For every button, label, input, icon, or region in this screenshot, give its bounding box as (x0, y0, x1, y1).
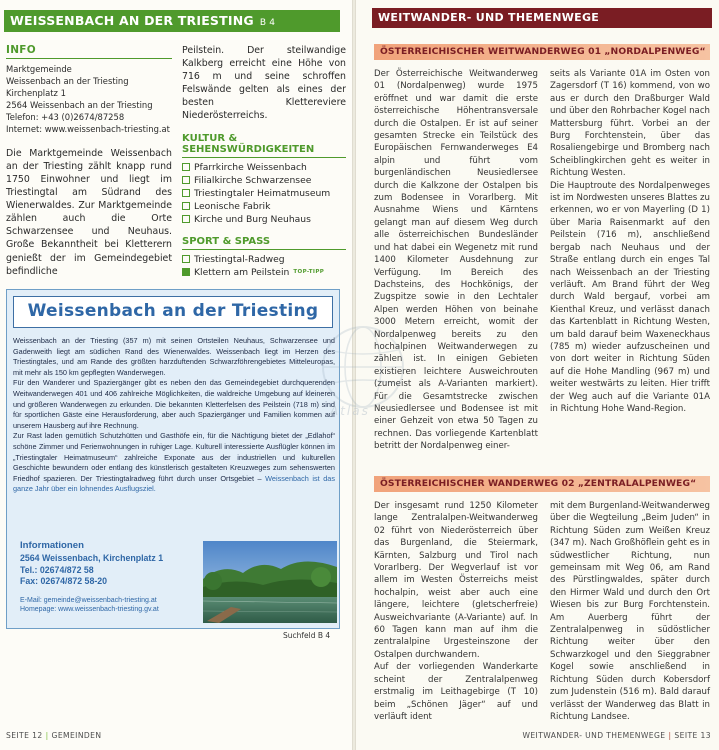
paragraph: Der insgesamt rund 1250 Kilometer lange Zentralalpen-Weitwanderweg 02 führt von Niederösterreich über das Burgenland, die Steiermark, Kärnten, Salzburg und Tirol nach Vorarlberg. Der Wegverlauf ist vor allem im Westen Österreichs meist hochalpin, weist aber auch eine längere, leichtere (gletscherfreie) Ausweichvariante (A-Variante) auf. In 60 Tagen kann man auf ihm die zentralalpine Urgesteinszone der Ostalpen durchwandern. (374, 501, 538, 660)
checkbox-icon (182, 176, 190, 184)
checkbox-icon (182, 215, 190, 223)
landscape-photo (203, 541, 337, 623)
page-number: SEITE 13 (674, 731, 711, 740)
box-info-line: Tel.: 02674/872 58 (20, 564, 94, 575)
list-item: Klettern am Peilstein TOP-TIPP (182, 266, 346, 279)
intro-continued: Peilstein. Der steilwandige Kalkberg erreicht eine Höhe von 716 m und seine schroffen Felswände gelten als eines der besten Klettereviere Niederösterreichs. (182, 45, 346, 122)
left-page-title: WEISSENBACH AN DER TRIESTING B 4 (4, 10, 340, 32)
list-item: Triestingtaler Heimatmuseum (182, 187, 346, 200)
right-footer: WEITWANDER- UND THEMENWEGE | SEITE 13 (522, 731, 711, 740)
box-info-heading: Informationen (20, 540, 84, 551)
info-line: Telefon: +43 (0)2674/87258 (6, 111, 125, 122)
suchfeld-label: Suchfeld B 4 (283, 631, 331, 640)
top-tip-badge: TOP-TIPP (293, 268, 325, 275)
list-item: Filialkirche Schwarzensee (182, 174, 346, 187)
left-column-1 (6, 44, 172, 278)
box-paragraph: Weissenbach an der Triesting (357 m) mit seinen Ortsteilen Neuhaus, Schwarzensee und Gadenweith liegt am südlichen Rand des Wienerwaldes. Weissenbach liegt im Herzen des Triestingtales, und am Rande des größten harzduftenden Schwarzföhrengebietes Mitteleuropas, mit mehr als 150 km gepflegten Wanderwegen. (13, 336, 335, 377)
checkbox-checked-icon (182, 268, 190, 276)
kultur-list (182, 161, 346, 226)
box-paragraph: Zur Rast laden gemütlich Schutzhütten und Gasthöfe ein, für die Nächtigung bietet der „Edlahof“ schöne Zimmer und Ferienwohnungen in ruhiger Lage. Kulturell interessierte Ausflügler können im „Triestingtaler Heimatmuseum“ zahlreiche Exponate aus der industriellen und kulturellen Geschichte bewundern oder entlang des künstlerisch gestalteten Kreuzweges zum sehenswerten Friedhof spazieren. Der Triestingtalradweg führt durch unser Ortsgebiet – Weissenbach ist das ganze Jahr über ein lohnendes Ausflugsziel. (13, 431, 335, 494)
nordalpenweg-column-2 (550, 68, 710, 415)
zentralalpenweg-column-1 (374, 500, 538, 723)
checkbox-icon (182, 202, 190, 210)
box-contact-info (20, 540, 200, 615)
list-item: Triestingtal-Radweg (182, 253, 346, 266)
box-title: Weissenbach an der Triesting (13, 296, 333, 328)
footer-section: GEMEINDEN (51, 731, 102, 740)
page-number: SEITE 12 (6, 731, 43, 740)
sport-heading: SPORT & SPASS (182, 236, 346, 250)
paragraph: Der Österreichische Weitwanderweg 01 (Nordalpenweg) wurde 1975 eröffnet und war damit die erste österreichische Höhentransversale durch die Ostalpen. Er ist auf seiner gesamten Strecke ein Teilstück des Europäischen Fernwanderweges E4 alpin und führt vom burgenländischen Neusiedlersee durch die Kalkzone der Ostalpen bis zum Bodensee in Vorarlberg. Mit Ausnahme Wiens und Kärntens gelangt man auf diesem Weg durch alle österreichischen Bundesländer und hat dabei ein Wegenetz mit rund 1400 Kilometer Ausdehnung zur Verfügung. Im Bereich des Dachsteins, des Hochkönigs, der Zugspitze sowie in den Lechtaler Alpen werden Höhen von beinahe 3000 Metern erreicht, womit der Nordalpenweg bereits zu den hochalpinen Weitwanderwegen zu zählen ist. In einigen Gebieten existieren leichtere Ausweichrouten (zumeist als A-Varianten markiert). Für die Gesamtstrecke zwischen Neusiedlersee und Bodensee ist mit einer Gehzeit von etwa 50 Tagen zu rechnen. Das vorliegende Kartenblatt betritt der Nordalpenweg einer- (374, 69, 538, 452)
checkbox-icon (182, 255, 190, 263)
grid-reference: B 4 (259, 18, 276, 28)
checkbox-icon (182, 189, 190, 197)
box-info-line: 2564 Weissenbach, Kirchenplatz 1 (20, 553, 164, 563)
info-line: Weissenbach an der Triesting (6, 75, 129, 86)
paragraph: Die Hauptroute des Nordalpenweges ist im Nordwesten unseres Blattes zu erkennen, wo er von Mayerling (D 1) über Maria Raisenmarkt auf den Peilstein (716 m), anschließend bergab nach Neuhaus und der Straße entlang durch ein enges Tal nach Weissenbach an der Triesting verläuft. Am Brand führt der Weg durch Wald bergauf, vorbei am Kienthal Kreuz, und verlässt danach das Kartenblatt in Richtung Westen, um bald darauf beim Waxeneckhaus (785 m) wieder aufzuscheinen und von dort weiter in Richtung Süden auf die Hohe Mandling (967 m) und weiter westwärts zu leiten. Hier trifft der Weg auch auf die Variante 01A in Richtung Hohe Wand-Region. (550, 180, 710, 414)
nordalpenweg-column-1 (374, 68, 538, 453)
sport-list (182, 253, 346, 279)
info-block (6, 63, 172, 135)
box-homepage[interactable]: Homepage: www.weissenbach-triesting.gv.at (20, 606, 159, 614)
box-email[interactable]: E-Mail: gemeinde@weissenbach-triesting.at (20, 596, 157, 604)
info-line: 2564 Weissenbach an der Triesting (6, 99, 153, 110)
right-page-title: WEITWANDER- UND THEMENWEGE (372, 8, 712, 28)
list-item: Kirche und Burg Neuhaus (182, 213, 346, 226)
list-item: Leonische Fabrik (182, 200, 346, 213)
info-line: Kirchenplatz 1 (6, 87, 66, 98)
footer-section: WEITWANDER- UND THEMENWEGE (522, 731, 666, 740)
intro-text: Die Marktgemeinde Weissenbach an der Triesting zählt knapp rund 1750 Einwohner und liegt im Triestingtal am Südrand des Wienerwaldes. Zur Marktgemeinde zählen auch die Orte Schwarzensee und Neuhaus. Große Bekanntheit bei Kletterern genießt der im Gemeindegebiet befindliche (6, 147, 172, 277)
kultur-heading: KULTUR & SEHENSWÜRDIGKEITEN (182, 133, 346, 158)
box-highlight: Weissenbach ist das ganze Jahr über ein lohnendes Ausflugsziel. (13, 473, 335, 494)
left-footer: SEITE 12 | GEMEINDEN (6, 731, 102, 740)
checkbox-icon (182, 163, 190, 171)
zentralalpenweg-column-2 (550, 500, 710, 723)
box-paragraph: Für den Wanderer und Spaziergänger gibt es neben den das Gemeindegebiet durchquerenden Weitwanderwegen 401 und 406 zahlreiche Möglichkeiten, die waldreiche Umgebung auf kleineren und größeren Wanderwegen zu erkunden. Die bekannten Kletterfelsen des Peilstein (718 m) sind für sportlichen Gäste eine Herausforderung, aber auch Spaziergänger und Familien kommen auf unserem Hausberg auf ihre Rechnung. (13, 378, 335, 430)
paragraph: mit dem Burgenland-Weitwanderweg über die Wegteilung „Beim Juden“ in Richtung Süden zum Weißen Kreuz (347 m). Nach Großhöflein geht es in südwestlicher Richtung, nun gemeinsam mit Weg 06, am Rand des Pürstlingwaldes, später durch den Hirmer Wald und durch den Ort Wiesen bis zur Burg Forchtenstein. Am Auerberg führt der Zentralalpenweg in südöstlicher Richtung weiter über den Schwarzkogel und den Sieggrabner Kogel sowie anschließend in Richtung Süden durch Kobersdorf zum Judenstein (516 m). Bald darauf verlässt der Wanderweg das Blatt in Richtung Landsee. (550, 501, 710, 722)
left-column-2 (182, 44, 346, 279)
box-info-line: Fax: 02674/872 58-20 (20, 576, 108, 587)
info-line: Marktgemeinde (6, 63, 72, 74)
watermark-text: Atlas (330, 404, 370, 418)
list-item: Pfarrkirche Weissenbach (182, 161, 346, 174)
paragraph: Auf der vorliegenden Wanderkarte scheint der Zentralalpenweg erstmalig im Leithagebirge (T 10) beim „Schönen Jäger“ auf und verläuft ident (374, 662, 538, 722)
paragraph: seits als Variante 01A im Osten von Zagersdorf (T 16) kommend, von wo aus er durch den Draßburger Wald und über den Rohrbacher Kogel nach Mattersburg führt. Vorbei an der Burg Forchtenstein, über das Rosaliengebirge und Bromberg nach Scheiblingkirchen geht es weiter in Richtung Westen. (550, 69, 710, 179)
info-heading: INFO (6, 44, 172, 59)
section-heading-nordalpenweg: ÖSTERREICHISCHER WEITWANDERWEG 01 „NORDALPENWEG“ (374, 44, 710, 60)
info-line: Internet: www.weissenbach-triesting.at (6, 123, 170, 134)
box-text (13, 336, 335, 495)
section-heading-zentralalpenweg: ÖSTERREICHISCHER WANDERWEG 02 „ZENTRALALPENWEG“ (374, 476, 710, 492)
